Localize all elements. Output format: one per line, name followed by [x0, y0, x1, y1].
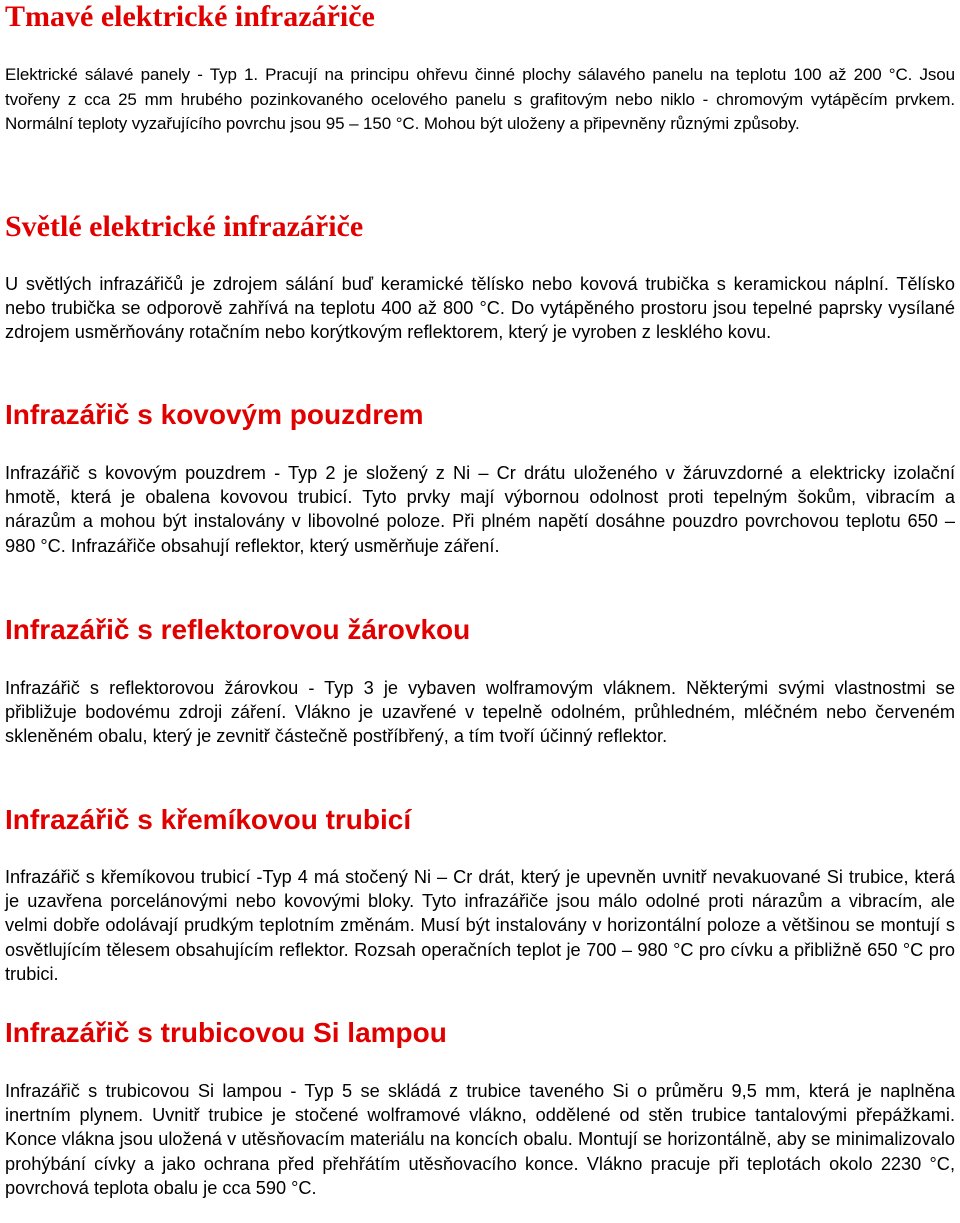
paragraph-dark-heaters: Elektrické sálavé panely - Typ 1. Pracují na principu ohřevu činné plochy sálavého panelu na teplotu 100 až 200 °C. Jsou tvořeny z cca 25 mm hrubého pozinkovaného ocelového panelu s grafitovým nebo niklo - chromovým vytápěcím prvkem. Normální teploty vyzařujícího povrchu jsou 95 – 150 °C. Mohou být uloženy a připevněny různými způsoby.: [5, 65, 955, 133]
heading-quartz-lamp-heater: Infrazářič s trubicovou Si lampou: [5, 1017, 447, 1048]
paragraph-quartz-tube-heater: Infrazářič s křemíkovou trubicí -Typ 4 má stočený Ni – Cr drát, který je upevněn uvnitř nevakuované Si trubice, která je uzavřena porcelánovými nebo kovovými bloky. Tyto infrazářiče jsou málo odolné proti nárazům a vibracím, ale velmi dobře odolávají prudkým teplotním změnám. Musí být instalovány v horizontální poloze a většinou se montují s osvětlujícím tělesem obsahujícím reflektor. Rozsah operačních teplot je 700 – 980 °C pro cívku a přibližně 650 °C pro trubici.: [5, 867, 955, 984]
paragraph-metal-sheath-heater: Infrazářič s kovovým pouzdrem - Typ 2 je složený z Ni – Cr drátu uloženého v žáruvzdorné a elektricky izolační hmotě, která je obalena kovovou trubicí. Tyto prvky mají výbornou odolnost proti tepelným šokům, vibracím a nárazům a mohou být instalovány v libovolné poloze. Při plném napětí dosáhne pouzdro povrchovou teplotu 650 – 980 °C. Infrazářiče obsahují reflektor, který usměrňuje záření.: [5, 463, 955, 556]
paragraph-reflector-bulb-heater: Infrazářič s reflektorovou žárovkou - Typ 3 je vybaven wolframovým vláknem. Některými svými vlastnostmi se přibližuje bodovému zdroji záření. Vlákno je uzavřené v tepelně odolném, průhledném, mléčném nebo červeném skleněném obalu, který je zevnitř částečně postříbřený, a tím tvoří účinný reflektor.: [5, 678, 955, 747]
paragraph-light-heaters: U světlých infrazářičů je zdrojem sálání buď keramické tělísko nebo kovová trubička s keramickou náplní. Tělísko nebo trubička se odporově zahřívá na teplotu 400 až 800 °C. Do vytápěného prostoru jsou tepelné paprsky vysílané zdrojem usměrňovány rotačním nebo korýtkovým reflektorem, který je vyroben z lesklého kovu.: [5, 274, 955, 343]
heading-metal-sheath-heater: Infrazářič s kovovým pouzdrem: [5, 399, 424, 430]
heading-quartz-tube-heater: Infrazářič s křemíkovou trubicí: [5, 804, 412, 835]
paragraph-quartz-lamp-heater: Infrazářič s trubicovou Si lampou - Typ 5 se skládá z trubice taveného Si o průměru 9,5 mm, která je naplněna inertním plynem. Uvnitř trubice je stočené wolframové vlákno, oddělené od stěn trubice tantalovými přepážkami. Konce vlákna jsou uložená v utěsňovacím materiálu na koncích obalu. Montují se horizontálně, aby se minimalizovalo prohýbání cívky a jako ochrana před přehřátím utěsňovacího konce. Vlákno pracuje při teplotách okolo 2230 °C, povrchová teplota obalu je cca 590 °C.: [5, 1081, 955, 1198]
heading-reflector-bulb-heater: Infrazářič s reflektorovou žárovkou: [5, 614, 471, 645]
heading-dark-heaters: Tmavé elektrické infrazářiče: [5, 0, 375, 33]
heading-light-heaters: Světlé elektrické infrazářiče: [5, 210, 364, 243]
